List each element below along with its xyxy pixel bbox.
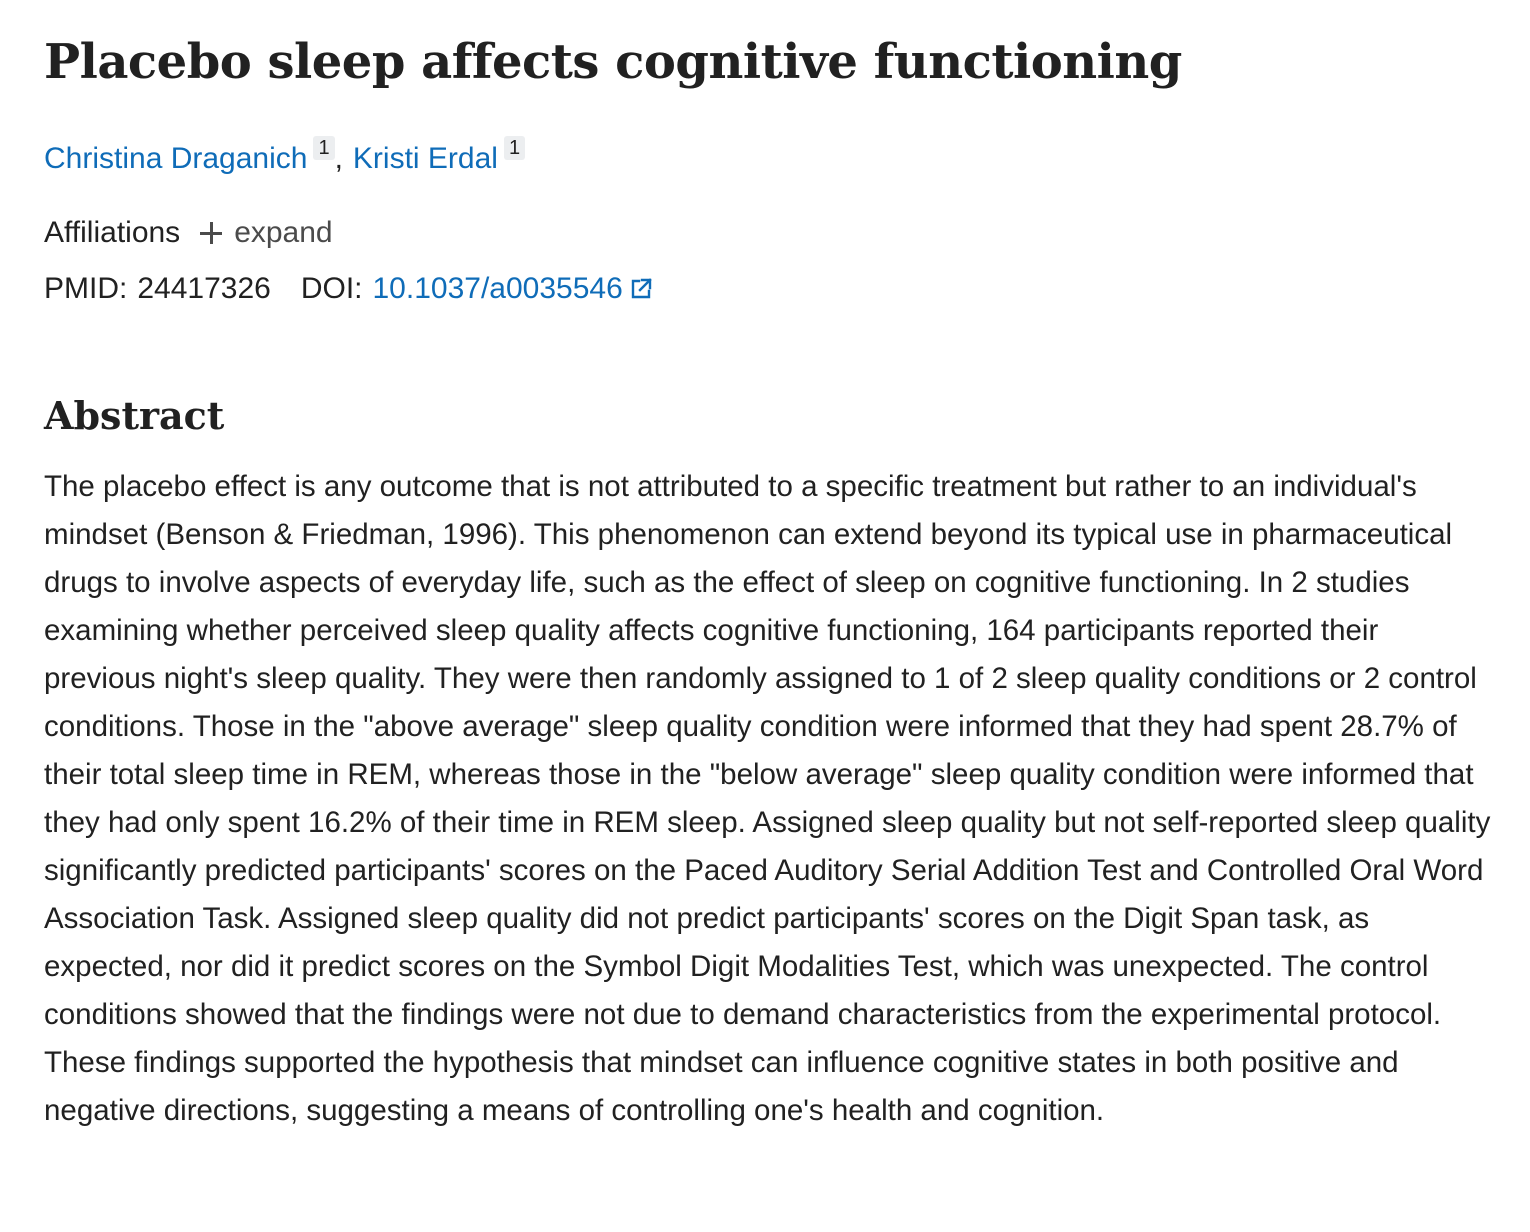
affiliations-row bbox=[44, 213, 1504, 253]
pmid-value: 24417326 bbox=[137, 272, 271, 305]
abstract-heading: Abstract bbox=[44, 393, 225, 438]
author-list bbox=[44, 136, 1504, 179]
pmid-label: PMID: bbox=[44, 272, 128, 305]
doi-label: DOI: bbox=[300, 272, 363, 305]
affiliation-ref-badge[interactable]: 1 bbox=[504, 136, 525, 160]
doi-link[interactable] bbox=[373, 269, 653, 309]
expand-label: expand bbox=[234, 216, 333, 249]
affiliation-ref-badge[interactable]: 1 bbox=[313, 136, 334, 160]
external-link-icon bbox=[629, 277, 653, 301]
affiliations-expand-button[interactable] bbox=[200, 213, 332, 253]
author-link-kristi-erdal[interactable]: Kristi Erdal bbox=[352, 142, 498, 175]
article-page bbox=[44, 0, 1504, 1135]
affiliations-label: Affiliations bbox=[44, 216, 181, 249]
article-title: Placebo sleep affects cognitive functioning bbox=[44, 34, 1182, 90]
abstract-text: The placebo effect is any outcome that is not attributed to a specific treatment but rather to an individual's mindset (Benson & Friedman, 1996). This phenomenon can extend beyond its typical use in pharmaceutical drugs to involve aspects of everyday life, such as the effect of sleep on cognitive functioning. In 2 studies examining whether perceived sleep quality affects cognitive functioning, 164 participants reported their previous night's sleep quality. They were then randomly assigned to 1 of 2 sleep quality conditions or 2 control conditions. Those in the "above average" sleep quality condition were informed that they had spent 28.7% of their total sleep time in REM, whereas those in the "below average" sleep quality condition were informed that they had only spent 16.2% of their time in REM sleep. Assigned sleep quality but not self-reported sleep quality significantly predicted participants' scores on the Paced Auditory Serial Addition Test and Controlled Oral Word Association Task. Assigned sleep quality did not predict participants' scores on the Digit Span task, as expected, nor did it predict scores on the Symbol Digit Modalities Test, which was unexpected. The control conditions showed that the findings were not due to demand characteristics from the experimental protocol. These findings supported the hypothesis that mindset can influence cognitive states in both positive and negative directions, suggesting a means of controlling one's health and cognition. bbox=[44, 470, 1491, 1127]
author-separator: , bbox=[334, 142, 343, 175]
plus-icon bbox=[200, 222, 222, 244]
author-link-christina-draganich[interactable]: Christina Draganich bbox=[44, 142, 308, 175]
doi-value: 10.1037/a0035546 bbox=[372, 272, 623, 305]
identifiers-row bbox=[44, 269, 1504, 309]
